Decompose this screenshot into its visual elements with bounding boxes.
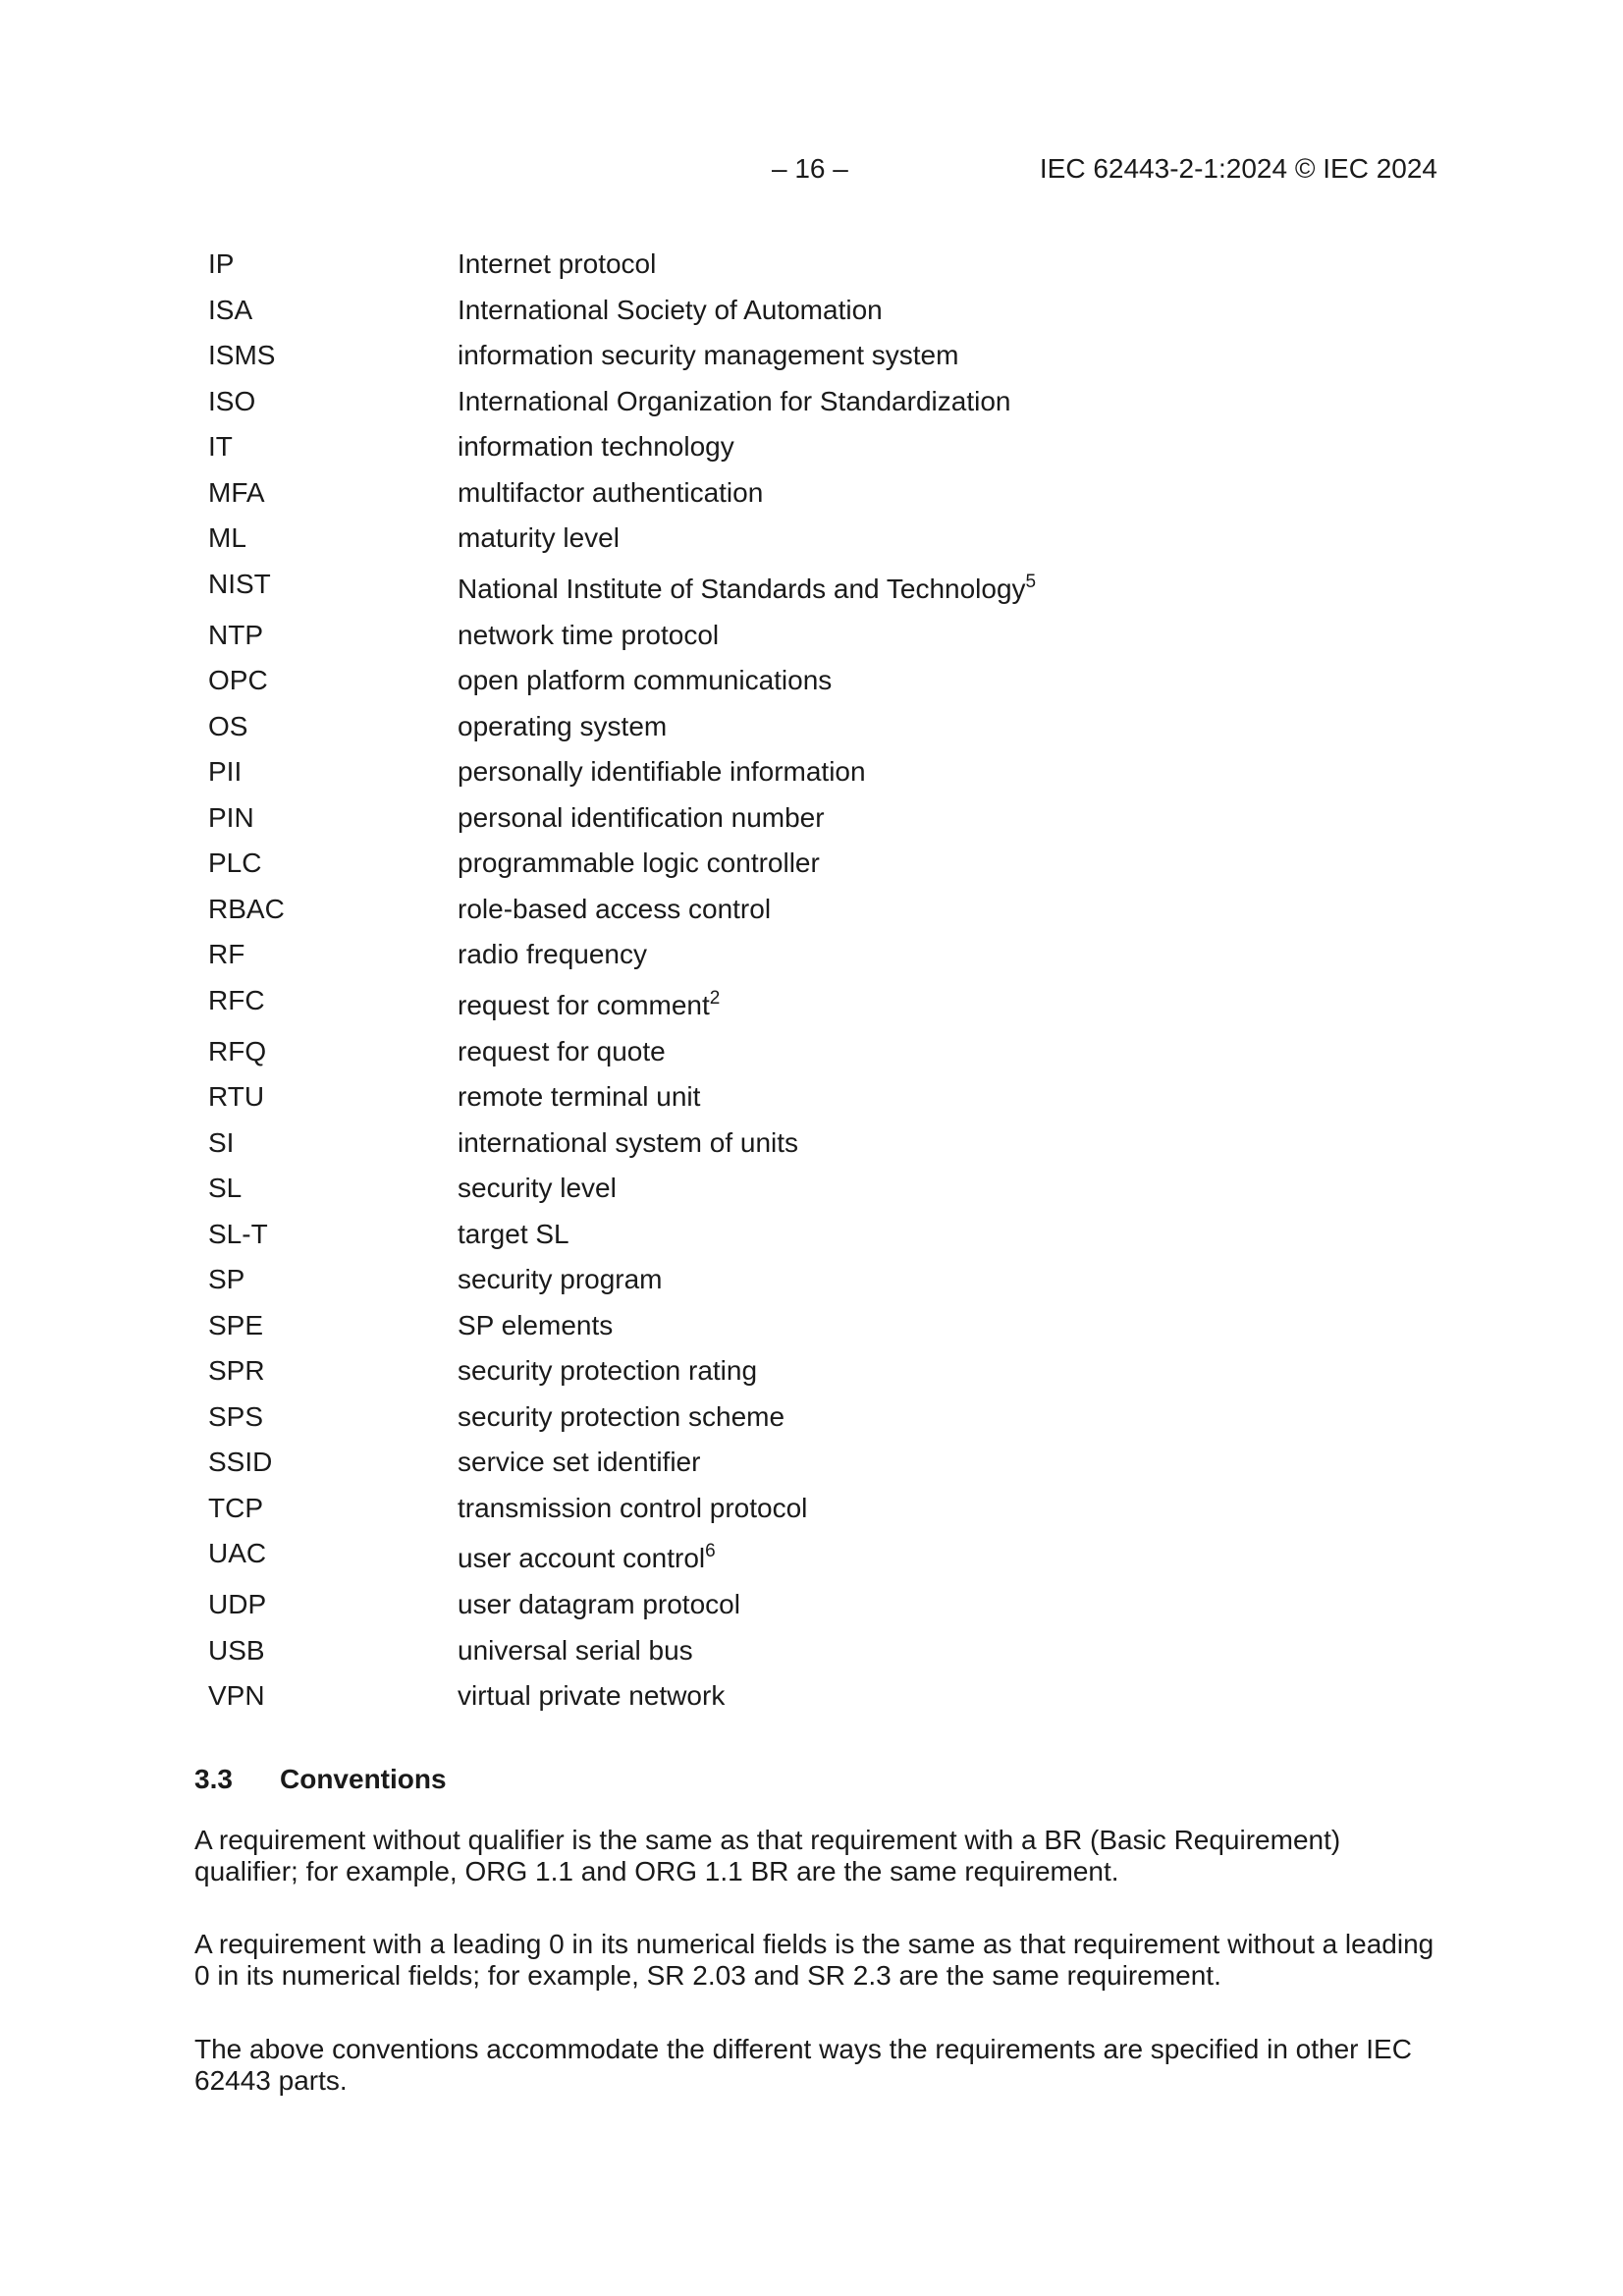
abbreviation-row: [208, 516, 1445, 562]
definition-text: security level: [458, 1173, 617, 1203]
definition-text: universal serial bus: [458, 1634, 693, 1666]
definition-text: radio frequency: [458, 939, 648, 969]
abbreviation-term: SP: [208, 1264, 245, 1294]
footnote-marker: 6: [705, 1541, 716, 1561]
abbreviation-term: USB: [208, 1634, 265, 1666]
abbreviation-term: SL: [208, 1173, 243, 1203]
abbreviation-definition: [458, 613, 719, 659]
abbreviation-term: IT: [208, 431, 233, 462]
abbreviation-definition: [458, 1348, 757, 1394]
abbreviation-definition: [458, 658, 832, 704]
abbreviation-definition: [458, 567, 1036, 613]
abbreviation-term: OPC: [208, 665, 268, 695]
abbreviation-term: ISA: [208, 294, 253, 325]
abbreviation-row: [208, 470, 1445, 517]
abbreviation-row: [208, 704, 1445, 750]
definition-text: security protection scheme: [458, 1400, 785, 1432]
abbreviation-term: SPR: [208, 1355, 265, 1386]
definition-text: virtual private network: [458, 1680, 726, 1711]
abbreviation-row: [208, 658, 1445, 704]
abbreviation-term: RFQ: [208, 1035, 267, 1066]
abbreviation-row: [208, 379, 1445, 425]
abbreviation-definition: [458, 932, 647, 978]
abbreviation-row: [208, 887, 1445, 933]
abbreviation-row: [208, 333, 1445, 379]
abbreviation-definition: [458, 749, 866, 795]
abbreviation-row: [208, 1257, 1445, 1303]
abbreviation-row: [208, 613, 1445, 659]
abbreviation-definition: [458, 1673, 725, 1720]
abbreviation-row: [208, 1394, 1445, 1441]
abbreviation-definition: [458, 887, 771, 933]
abbreviation-definition: [458, 1212, 569, 1258]
document-reference: IEC 62443-2-1:2024 © IEC 2024: [1039, 153, 1437, 184]
abbreviation-term: PII: [208, 756, 243, 787]
abbreviation-row: [208, 424, 1445, 470]
abbreviation-term: RFC: [208, 984, 265, 1015]
abbreviation-definition: [458, 1486, 807, 1532]
page-number: – 16 –: [772, 153, 848, 184]
abbreviation-definition: [458, 516, 620, 562]
definition-text: personally identifiable information: [458, 756, 866, 787]
definition-text: information security management system: [458, 340, 959, 370]
abbreviation-definition: [458, 333, 958, 379]
definition-text: programmable logic controller: [458, 847, 820, 878]
abbreviation-term: UDP: [208, 1589, 267, 1619]
abbreviation-term: MFA: [208, 476, 265, 508]
abbreviation-definition: [458, 704, 667, 750]
definition-text: role-based access control: [458, 893, 772, 924]
abbreviation-row: [208, 1582, 1445, 1628]
abbreviation-definition: [458, 1029, 666, 1075]
section-heading: [194, 1764, 447, 1795]
abbreviation-row: [208, 1121, 1445, 1167]
abbreviation-row: [208, 242, 1445, 288]
abbreviation-definition: [458, 841, 820, 887]
abbreviation-term: ISO: [208, 385, 256, 416]
paragraph: The above conventions accommodate the different ways the requirements are specified in other IEC 62443 parts.: [194, 2034, 1412, 2096]
definition-text: request for quote: [458, 1035, 666, 1066]
abbreviation-definition: [458, 1536, 716, 1582]
abbreviation-definition: [458, 379, 1010, 425]
footnote-marker: 5: [1025, 571, 1037, 592]
definition-text: service set identifier: [458, 1447, 701, 1477]
definition-text: maturity level: [458, 522, 620, 553]
abbreviation-term: RTU: [208, 1081, 265, 1112]
paragraph: A requirement without qualifier is the same as that requirement with a BR (Basic Requirement) qualifier; for example, ORG 1.1 and ORG 1.1 BR are the same requirement.: [194, 1825, 1341, 1886]
abbreviation-row: [208, 288, 1445, 334]
section-number: 3.3: [194, 1764, 233, 1794]
abbreviation-term: RF: [208, 939, 245, 969]
abbreviation-term: SPE: [208, 1309, 264, 1340]
definition-text: network time protocol: [458, 619, 720, 650]
definition-text: operating system: [458, 710, 668, 741]
page-header: [0, 153, 1623, 192]
abbreviation-term: NIST: [208, 568, 271, 599]
abbreviation-term: ML: [208, 522, 246, 553]
abbreviation-definition: [458, 1628, 693, 1674]
abbreviation-row: [208, 841, 1445, 887]
abbreviation-row: [208, 932, 1445, 978]
abbreviation-term: TCP: [208, 1492, 263, 1523]
abbreviation-row: [208, 1212, 1445, 1258]
abbreviation-definition: [458, 1582, 740, 1628]
abbreviation-row: [208, 1166, 1445, 1212]
abbreviation-row: [208, 978, 1445, 1029]
definition-text: multifactor authentication: [458, 476, 764, 508]
definition-text: information technology: [458, 431, 734, 462]
abbreviation-row: [208, 795, 1445, 842]
footnote-marker: 2: [709, 987, 721, 1009]
definition-text: request for comment: [458, 989, 710, 1020]
abbreviation-term: VPN: [208, 1680, 265, 1711]
definition-text: remote terminal unit: [458, 1081, 701, 1112]
definition-text: Internet protocol: [458, 248, 657, 279]
abbreviation-definition: [458, 1166, 617, 1212]
abbreviation-definition: [458, 470, 763, 517]
definition-text: international system of units: [458, 1126, 799, 1158]
abbreviation-definition: [458, 1257, 663, 1303]
definition-text: user account control: [458, 1543, 706, 1573]
abbreviation-term: SSID: [208, 1447, 273, 1477]
abbreviation-definition: [458, 1440, 700, 1486]
abbreviation-row: [208, 1531, 1445, 1582]
abbreviation-row: [208, 1348, 1445, 1394]
definition-text: International Society of Automation: [458, 294, 883, 325]
abbreviation-definition: [458, 1121, 798, 1167]
abbreviation-definition: [458, 288, 883, 334]
abbreviation-row: [208, 1628, 1445, 1674]
abbreviation-term: SPS: [208, 1400, 264, 1432]
definition-text: personal identification number: [458, 801, 825, 833]
abbreviation-term: SL-T: [208, 1218, 268, 1249]
abbreviation-term: SI: [208, 1126, 235, 1158]
definition-text: open platform communications: [458, 665, 833, 695]
abbreviation-term: ISMS: [208, 340, 276, 370]
definition-text: security program: [458, 1264, 663, 1294]
abbreviation-row: [208, 1303, 1445, 1349]
abbreviation-list: [208, 242, 1445, 1720]
definition-text: user datagram protocol: [458, 1589, 740, 1619]
definition-text: transmission control protocol: [458, 1492, 808, 1523]
abbreviation-row: [208, 1074, 1445, 1121]
abbreviation-term: NTP: [208, 619, 263, 650]
abbreviation-term: IP: [208, 248, 235, 279]
abbreviation-row: [208, 562, 1445, 613]
abbreviation-term: OS: [208, 710, 248, 741]
abbreviation-definition: [458, 795, 825, 842]
abbreviation-definition: [458, 1074, 700, 1121]
definition-text: target SL: [458, 1218, 569, 1249]
abbreviation-term: UAC: [208, 1538, 267, 1568]
definition-text: International Organization for Standardization: [458, 385, 1011, 416]
abbreviation-row: [208, 1440, 1445, 1486]
definition-text: National Institute of Standards and Technology: [458, 573, 1026, 604]
abbreviation-row: [208, 1029, 1445, 1075]
abbreviation-definition: [458, 242, 656, 288]
abbreviation-row: [208, 749, 1445, 795]
abbreviation-row: [208, 1673, 1445, 1720]
section-title: Conventions: [280, 1764, 447, 1794]
abbreviation-definition: [458, 983, 720, 1029]
abbreviation-term: RBAC: [208, 893, 285, 924]
abbreviation-term: PIN: [208, 801, 254, 833]
abbreviation-definition: [458, 424, 734, 470]
abbreviation-definition: [458, 1394, 784, 1441]
definition-text: security protection rating: [458, 1355, 758, 1386]
abbreviation-term: PLC: [208, 847, 262, 878]
abbreviation-row: [208, 1486, 1445, 1532]
paragraph: A requirement with a leading 0 in its numerical fields is the same as that requirement without a leading 0 in its numerical fields; for example, SR 2.03 and SR 2.3 are the same requirement.: [194, 1929, 1434, 1991]
definition-text: SP elements: [458, 1309, 614, 1340]
abbreviation-definition: [458, 1303, 613, 1349]
